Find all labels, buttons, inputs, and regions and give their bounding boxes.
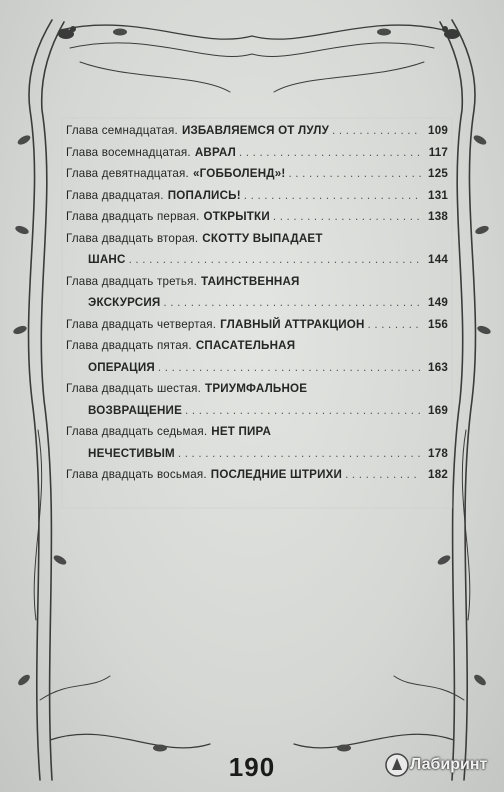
chapter-title-continued: ЭКСКУРСИЯ: [88, 296, 161, 309]
leader-dots: [244, 189, 421, 202]
toc-entry: [66, 468, 448, 490]
page-ref: 149: [428, 296, 448, 309]
chapter-title: НЕТ ПИРА: [211, 425, 272, 438]
chapter-title: ПОПАЛИСЬ!: [167, 188, 241, 202]
labirint-logo-icon: [384, 752, 410, 778]
chapter-label: Глава двадцать восьмая.: [66, 468, 207, 481]
chapter-label: Глава двадцать третья.: [66, 274, 198, 288]
toc-entry: [66, 124, 448, 146]
chapter-label: Глава двадцать вторая.: [66, 231, 199, 245]
chapter-label: Глава восемнадцатая.: [66, 145, 191, 159]
page-ref: 163: [428, 360, 448, 374]
chapter-title-continued: ШАНС: [88, 253, 126, 266]
toc-entry: [66, 382, 448, 404]
toc-entry: [66, 232, 448, 254]
chapter-label: Глава двадцатая.: [66, 188, 164, 202]
chapter-label: Глава двадцать седьмая.: [66, 425, 208, 438]
page-ref: 182: [428, 468, 448, 481]
leader-dots: [158, 361, 421, 374]
page-ref: 125: [428, 167, 448, 180]
page-ref: 131: [428, 188, 448, 202]
toc-entry: [66, 318, 448, 340]
chapter-label: Глава девятнадцатая.: [66, 167, 189, 180]
toc-entry-continuation: [66, 361, 448, 383]
chapter-title: ОТКРЫТКИ: [203, 210, 270, 223]
chapter-label: Глава двадцать шестая.: [66, 382, 202, 395]
chapter-title: ИЗБАВЛЯЕМСЯ ОТ ЛУЛУ: [181, 124, 330, 137]
toc-entry: [66, 146, 448, 168]
leader-dots: [185, 404, 421, 417]
page-ref: 144: [428, 253, 448, 266]
leader-dots: [163, 296, 421, 309]
toc-entry-continuation: [66, 404, 448, 426]
leader-dots: [368, 318, 421, 331]
chapter-label: Глава двадцать четвертая.: [66, 317, 217, 331]
labirint-watermark: [384, 752, 487, 778]
chapter-title: «ГОББОЛЕНД»!: [192, 167, 286, 180]
toc-entry: [66, 210, 448, 232]
toc-entry: [66, 339, 448, 361]
leader-dots: [345, 468, 421, 481]
chapter-title: АВРАЛ: [194, 145, 236, 159]
chapter-title: ТАИНСТВЕННАЯ: [201, 274, 300, 288]
chapter-title: ПОСЛЕДНИЕ ШТРИХИ: [210, 468, 343, 481]
toc-entry-continuation: [66, 447, 448, 469]
chapter-label: Глава двадцать первая.: [66, 210, 200, 223]
toc-entry-continuation: [66, 296, 448, 318]
table-of-contents: [66, 124, 448, 490]
page-number: 190: [228, 752, 276, 782]
page-ref: 169: [428, 403, 448, 417]
leader-dots: [129, 253, 421, 266]
page-ref: 109: [428, 124, 448, 137]
leader-dots: [239, 146, 421, 159]
chapter-title: ТРИУМФАЛЬНОЕ: [205, 382, 308, 395]
chapter-title-continued: ОПЕРАЦИЯ: [88, 360, 155, 374]
chapter-label: Глава семнадцатая.: [66, 124, 178, 137]
page-ref: 156: [428, 317, 448, 331]
leader-dots: [273, 210, 421, 223]
toc-entry-continuation: [66, 253, 448, 275]
toc-entry: [66, 167, 448, 189]
chapter-label: Глава двадцать пятая.: [66, 339, 192, 352]
leader-dots: [288, 167, 421, 180]
watermark-text: Лабиринт: [410, 756, 488, 773]
leader-dots: [332, 124, 421, 137]
leader-dots: [178, 447, 421, 460]
page-ref: 117: [428, 145, 448, 159]
toc-entry: [66, 275, 448, 297]
toc-entry: [66, 189, 448, 211]
chapter-title: СПАСАТЕЛЬНАЯ: [195, 339, 296, 352]
toc-entry: [66, 425, 448, 447]
chapter-title-continued: ВОЗВРАЩЕНИЕ: [88, 403, 183, 417]
chapter-title-continued: НЕЧЕСТИВЫМ: [88, 446, 175, 460]
page-ref: 138: [428, 210, 448, 223]
chapter-title: СКОТТУ ВЫПАДАЕТ: [202, 231, 323, 245]
chapter-title: ГЛАВНЫЙ АТТРАКЦИОН: [220, 317, 365, 331]
page-ref: 178: [428, 446, 448, 460]
